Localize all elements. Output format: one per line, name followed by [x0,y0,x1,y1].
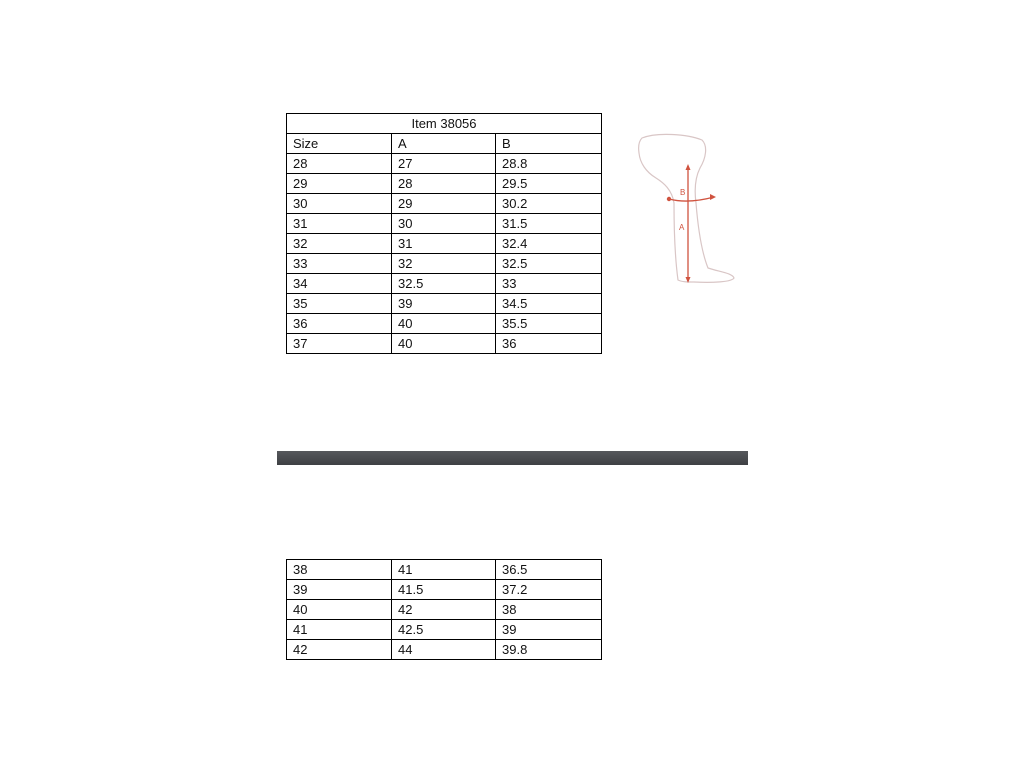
cell-a: 40 [392,314,496,334]
cell-size: 29 [287,174,392,194]
table-row [287,580,602,600]
table-title-row [287,114,602,134]
cell-b: 28.8 [496,154,602,174]
cell-b: 30.2 [496,194,602,214]
table-row [287,620,602,640]
table-row [287,600,602,620]
header-a: A [392,134,496,154]
table-row [287,294,602,314]
cell-a: 42 [392,600,496,620]
cell-a: 28 [392,174,496,194]
measure-b-line [669,197,714,201]
cell-size: 35 [287,294,392,314]
table-row [287,560,602,580]
cell-size: 33 [287,254,392,274]
table-row [287,174,602,194]
table-row [287,334,602,354]
cell-a: 29 [392,194,496,214]
cell-b: 38 [496,600,602,620]
table-row [287,314,602,334]
cell-a: 31 [392,234,496,254]
cell-b: 29.5 [496,174,602,194]
boot-outline-icon [639,134,734,282]
cell-size: 34 [287,274,392,294]
cell-b: 39.8 [496,640,602,660]
size-table-top [286,113,602,354]
size-table-bottom-body [287,560,602,660]
size-table-bottom [286,559,602,660]
table-row [287,194,602,214]
table-header-row [287,134,602,154]
boot-measurement-diagram [632,128,742,288]
size-table-top-body [287,114,602,354]
table-row [287,254,602,274]
table-row [287,274,602,294]
cell-size: 40 [287,600,392,620]
cell-b: 39 [496,620,602,640]
cell-a: 41 [392,560,496,580]
cell-b: 34.5 [496,294,602,314]
header-b: B [496,134,602,154]
cell-b: 33 [496,274,602,294]
cell-a: 44 [392,640,496,660]
cell-size: 42 [287,640,392,660]
cell-b: 32.5 [496,254,602,274]
cell-size: 37 [287,334,392,354]
cell-size: 39 [287,580,392,600]
header-size: Size [287,134,392,154]
cell-size: 30 [287,194,392,214]
arrow-up-icon [686,164,691,170]
cell-b: 31.5 [496,214,602,234]
cell-size: 36 [287,314,392,334]
cell-a: 32 [392,254,496,274]
cell-size: 41 [287,620,392,640]
cell-size: 32 [287,234,392,254]
cell-a: 40 [392,334,496,354]
table-title: Item 38056 [287,114,602,134]
label-a: A [679,223,685,232]
cell-b: 37.2 [496,580,602,600]
cell-a: 30 [392,214,496,234]
page-divider-bar [277,451,748,465]
cell-a: 39 [392,294,496,314]
table-row [287,234,602,254]
cell-b: 36 [496,334,602,354]
cell-a: 27 [392,154,496,174]
cell-size: 38 [287,560,392,580]
cell-b: 36.5 [496,560,602,580]
cell-a: 32.5 [392,274,496,294]
cell-size: 31 [287,214,392,234]
cell-size: 28 [287,154,392,174]
cell-b: 35.5 [496,314,602,334]
cell-a: 41.5 [392,580,496,600]
table-row [287,214,602,234]
table-row [287,154,602,174]
table-row [287,640,602,660]
cell-a: 42.5 [392,620,496,640]
label-b: B [680,188,686,197]
arrow-right-icon [710,194,716,200]
cell-b: 32.4 [496,234,602,254]
measure-b-left-dot [667,197,671,201]
